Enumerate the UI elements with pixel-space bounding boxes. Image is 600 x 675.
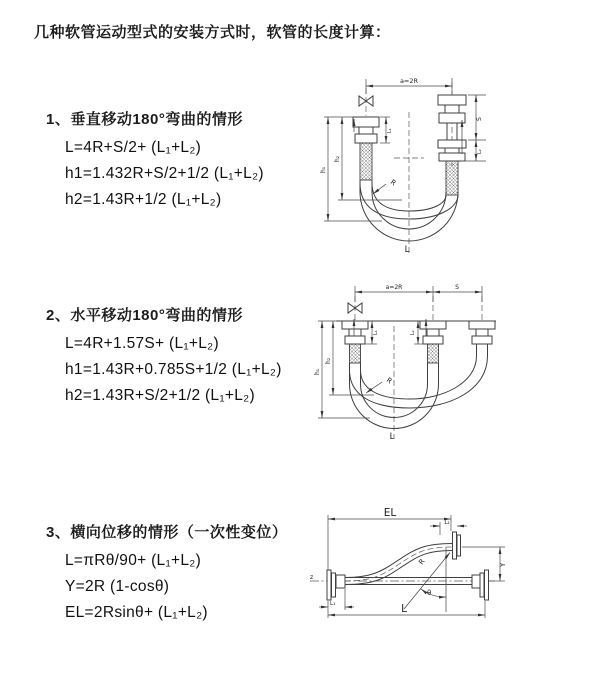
dimension-l	[328, 601, 485, 618]
flange-fitting	[359, 127, 373, 134]
formula-line: h1=1.43R+0.785S+1/2 (L₁+L₂)	[65, 361, 282, 378]
formula-line: L=4R+S/2+ (L₁+L₂)	[65, 139, 202, 156]
formula-list	[46, 135, 264, 213]
valve-icon	[348, 303, 362, 313]
dim-label-h1: h₁	[314, 368, 321, 375]
formula-line: L=4R+1.57S+ (L₁+L₂)	[65, 335, 219, 352]
right-flange	[485, 570, 489, 600]
flange-fitting	[445, 105, 459, 113]
dim-label-l: L	[401, 603, 407, 615]
dim-label-h1: h₁	[320, 166, 327, 173]
dim-label-l2: L₂	[477, 149, 483, 154]
section-heading: 3、横向位移的情形（一次性变位）	[46, 524, 288, 541]
dimension-a2r-s	[355, 284, 482, 302]
diagram-vertical-movement	[310, 70, 600, 265]
dim-label-l2: L₂	[410, 330, 416, 335]
formula-line: Y=2R (1-cosθ)	[65, 578, 170, 595]
s-curve-hose	[345, 532, 461, 585]
section-lateral-displacement	[46, 523, 287, 626]
section-heading: 1、垂直移动180°弯曲的情形	[46, 111, 243, 128]
radius-callout	[366, 376, 394, 393]
dim-label-l-total: L	[404, 245, 410, 255]
dim-label-theta: θ	[427, 589, 432, 597]
dim-label-l1: L₁	[387, 128, 393, 133]
section-heading: 2、水平移动180°弯曲的情形	[46, 307, 243, 324]
dim-label-s: S	[455, 284, 459, 291]
left-flange	[327, 570, 345, 600]
dim-label-l2: L₂	[444, 520, 450, 526]
dim-label-h2: h₂	[325, 357, 332, 364]
dim-label-l1: L₁	[373, 330, 379, 335]
formula-line: h1=1.432R+S/2+1/2 (L₁+L₂)	[65, 165, 264, 182]
formula-line: h2=1.43R+1/2 (L₁+L₂)	[65, 191, 222, 208]
middle-pipe-assembly	[420, 321, 446, 363]
dimension-l2-top	[430, 520, 467, 535]
dimension-fittings	[363, 321, 427, 344]
flange-fitting	[445, 148, 459, 153]
formula-line: EL=2Rsinθ+ (L₁+L₂)	[65, 604, 208, 621]
right-flange	[480, 573, 484, 597]
dim-label-r: R	[384, 376, 394, 386]
braided-hose-section	[360, 143, 372, 180]
braided-hose-section	[446, 161, 458, 195]
diagram-lateral-displacement	[300, 495, 600, 665]
angle-construction	[404, 548, 450, 612]
diagram-horizontal-movement-svg	[310, 278, 600, 463]
shifted-pipe-assembly	[469, 321, 495, 344]
dim-label-h2: h₂	[334, 155, 341, 162]
displaced-flange	[453, 532, 457, 559]
hose-curves	[350, 344, 488, 429]
dim-label-r: R	[417, 557, 427, 567]
dim-label-a2r: a=2R	[385, 284, 403, 291]
dimension-el	[328, 507, 451, 571]
displaced-flange	[457, 535, 461, 556]
braided-hose-section	[350, 344, 361, 363]
formula-list	[46, 548, 287, 626]
dim-label-a2r: a=2R	[399, 77, 419, 85]
left-pipe-assembly	[342, 321, 368, 363]
braided-hose-section	[428, 344, 439, 363]
flange-fitting	[355, 134, 377, 143]
formula-list	[46, 331, 282, 409]
dimension-l1	[380, 117, 393, 143]
formula-line: L=πRθ/90+ (L₁+L₂)	[65, 552, 202, 569]
centerlines	[366, 82, 452, 253]
flange-fitting	[353, 117, 379, 127]
section-vertical-movement	[46, 110, 264, 213]
dim-label-l1: L₁	[330, 601, 336, 607]
page-title: 几种软管运动型式的安装方式时，软管的长度计算：	[34, 24, 391, 41]
dim-label-y: Y	[499, 562, 507, 567]
diagram-horizontal-movement	[310, 278, 600, 463]
dim-label-el: EL	[383, 507, 397, 519]
flange-fitting	[438, 95, 466, 105]
dimension-a2r	[366, 77, 452, 94]
diagram-vertical-movement-svg	[310, 70, 600, 265]
radius-callout	[373, 178, 398, 194]
centerline-break-mark: z	[310, 574, 314, 581]
formula-line: h2=1.43R+S/2+1/2 (L₁+L₂)	[65, 387, 255, 404]
centerlines	[355, 296, 482, 438]
straight-pipe	[345, 570, 489, 600]
dim-label-s: S	[476, 117, 483, 121]
flange-fitting	[439, 113, 465, 123]
dimension-l1-bottom	[319, 589, 354, 610]
diagram-lateral-displacement-svg	[300, 495, 600, 665]
section-horizontal-movement	[46, 306, 282, 409]
dim-label-l-total: L	[389, 432, 395, 442]
flange-fitting	[439, 153, 465, 161]
dim-label-r: R	[388, 178, 398, 188]
